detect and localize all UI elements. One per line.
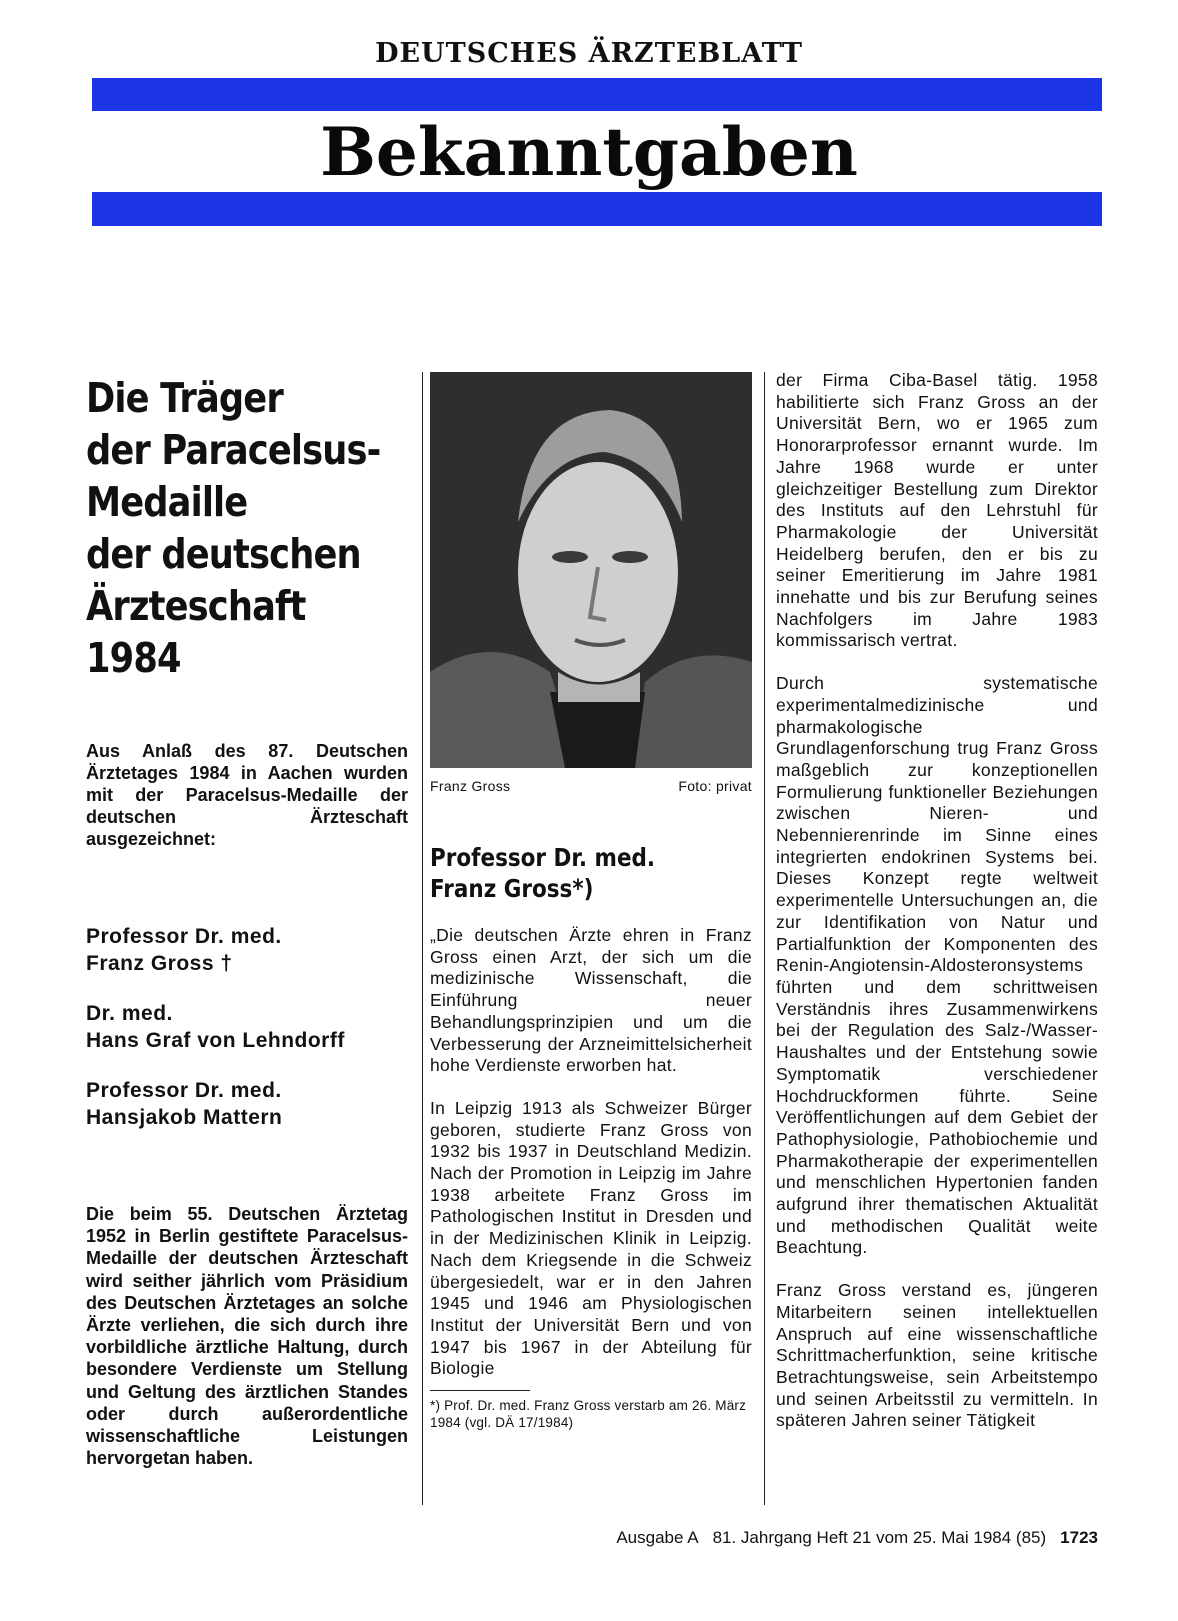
footnote: *) Prof. Dr. med. Franz Gross verstarb am 26. März 1984 (vgl. DÄ 17/1984) xyxy=(430,1398,747,1431)
headline-line: Medaille xyxy=(86,478,248,526)
portrait-illustration xyxy=(430,372,752,768)
recipient-entry xyxy=(86,923,408,977)
footer-issue: 81. Jahrgang Heft 21 vom 25. Mai 1984 (85) xyxy=(712,1528,1047,1547)
headline-line: der deutschen xyxy=(86,530,361,578)
medal-history-paragraph: Die beim 55. Deutschen Ärztetag 1952 in Berlin gestiftete Paracelsus-Medaille der deutschen Ärzteschaft wird seither jährlich vom Präsidium des Deutschen Ärztetages an solche Ärzte verliehen, die sich durch ihre vorbildliche ärztliche Haltung, durch besondere Verdienste um Stellung und Geltung des ärztlichen Standes oder durch außerordentliche wissenschaftliche Leistungen hervorgetan haben. xyxy=(86,1204,408,1469)
headline-line: Ärzteschaft xyxy=(86,582,306,630)
recipient-name: Hans Graf von Lehndorff xyxy=(86,1029,345,1052)
body-paragraph: der Firma Ciba-Basel tätig. 1958 habilitierte sich Franz Gross an der Universität Bern, wo er 1965 zum Honorarprofessor ernannt wurde. Im Jahre 1968 wurde er unter gleichzeitiger Bestellung zum Direktor des Instituts auf den Lehrstuhl für Pharmakologie der Universität Heidelberg berufen, den er bis zu seiner Emeritierung im Jahre 1981 innehatte und bis zur Berufung seines Nachfolgers im Jahre 1983 kommissarisch vertrat. xyxy=(776,370,1098,651)
column-divider xyxy=(764,372,765,1505)
banner-bar-bottom xyxy=(92,192,1102,226)
recipient-title: Dr. med. xyxy=(86,1002,173,1025)
recipient-title: Professor Dr. med. xyxy=(86,1079,282,1102)
recipient-entry xyxy=(86,1077,408,1131)
caption-name: Franz Gross xyxy=(430,778,511,794)
body-paragraph: Durch systematische experimentalmedizinische und pharmakologische Grundlagenforschung trug Franz Gross maßgeblich zur konzeptionellen Formulierung funktioneller Beziehungen zwischen Nieren- und Nebennierenrinde im Sinne eines integrierten endokrinen Systems bei. Dieses Konzept regte weltweit experimentelle Untersuchungen an, die zur Identifikation von Natur und Partialfunktion der Komponenten des Renin-Angiotensin-Aldosteronsystems führten und dem schrittweisen Verständnis ihres Zusammenwirkens bei der Regulation des Salz-/Wasser-Haushaltes und der Entstehung sowie Symptomatik verschiedener Hochdruckformen führte. Seine Veröffentlichungen auf dem Gebiet der Pathophysiologie, Pathobiochemie und Pharmakotherapie der experimentellen und menschlichen Hypertonien fanden aufgrund ihrer thematischen Aktualität und methodischen Qualität weite Beachtung. xyxy=(776,673,1098,1258)
body-paragraph: In Leipzig 1913 als Schweizer Bürger geboren, studierte Franz Gross von 1932 bis 1937 in Deutschland Medizin. Nach der Promotion in Leipzig im Jahre 1938 arbeitete Franz Gross im Pathologischen Institut in Dresden und in der Medizinischen Klinik in Leipzig. Nach dem Kriegsende in die Schweiz übergesiedelt, war er in den Jahren 1945 und 1946 am Physiologischen Institut der Universität Bern und von 1947 bis 1967 in der Abteilung für Biologie xyxy=(430,1097,752,1379)
caption-credit: Foto: privat xyxy=(678,778,752,794)
headline-line: Die Träger xyxy=(86,374,283,422)
intro-paragraph: Aus Anlaß des 87. Deutschen Ärztetages 1984 in Aachen wurden mit der Paracelsus-Medaille der deutschen Ärzteschaft ausgezeichnet: xyxy=(86,741,408,849)
headline-line: der Paracelsus- xyxy=(86,426,381,474)
middle-column xyxy=(430,372,752,1431)
section-title: Bekanntgaben xyxy=(320,113,858,191)
body-paragraph: „Die deutschen Ärzte ehren in Franz Gross einen Arzt, der sich um die medizinische Wissenschaft, die Einführung neuer Behandlungsprinzipien und um die Verbesserung der Arzneimittelsicherheit hohe Verdienste erworben hat. xyxy=(430,925,752,1076)
recipient-name: Franz Gross † xyxy=(86,952,233,975)
right-column xyxy=(776,370,1098,1453)
photo-caption xyxy=(430,778,752,794)
recipient-list xyxy=(86,923,408,1131)
page-footer xyxy=(500,1528,1098,1548)
page-number: 1723 xyxy=(1060,1528,1098,1547)
headline-line: 1984 xyxy=(86,634,181,682)
recipient-title: Professor Dr. med. xyxy=(86,925,282,948)
column-divider xyxy=(422,372,423,1505)
article-headline xyxy=(86,372,409,684)
body-paragraph: Franz Gross verstand es, jüngeren Mitarbeitern seinen intellektuellen Anspruch auf eine wissenschaftliche Schrittmacherfunktion, seine kritische Betrachtungsweise, sein Arbeitstempo und seinen Arbeitsstil zu vermitteln. In späteren Jahren seiner Tätigkeit xyxy=(776,1280,1098,1431)
portrait-photo xyxy=(430,372,752,768)
subhead-line: Professor Dr. med. xyxy=(430,843,656,872)
banner-bar-top xyxy=(92,78,1102,111)
subhead-line: Franz Gross*) xyxy=(430,874,594,903)
recipient-entry xyxy=(86,1000,408,1054)
recipient-name: Hansjakob Mattern xyxy=(86,1106,283,1129)
footnote-rule xyxy=(430,1390,530,1391)
article-subhead xyxy=(430,842,750,904)
footer-edition: Ausgabe A xyxy=(616,1528,699,1547)
masthead: DEUTSCHES ÄRZTEBLATT xyxy=(375,38,803,69)
left-column xyxy=(86,372,408,1469)
